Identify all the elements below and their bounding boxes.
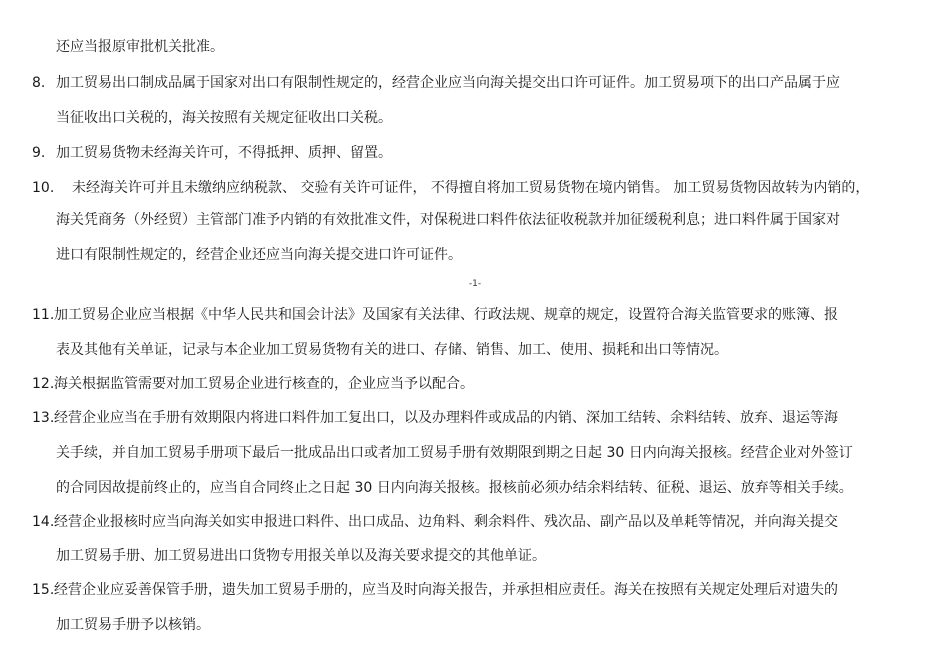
list-item-number: 15. [32, 582, 55, 598]
list-item-number: 13. [32, 410, 55, 426]
list-item-number: 14. [32, 514, 55, 530]
list-item-number: 9. [32, 145, 46, 161]
list-item-text: 经营企业应妥善保管手册，遗失加工贸易手册的，应当及时向海关报告，并承担相应责任。海关在按照有关规定处理后对遗失的 [54, 582, 838, 598]
list-item-text: 进口有限制性规定的，经营企业还应当向海关提交进口许可证件。 [56, 247, 462, 263]
page-number: -1- [468, 279, 482, 289]
list-item-text: 经营企业报核时应当向海关如实申报进口料件、出口成品、边角料、剩余料件、残次品、副产品以及单耗等情况，并向海关提交 [54, 514, 838, 530]
list-item-text: 加工贸易出口制成品属于国家对出口有限制性规定的，经营企业应当向海关提交出口许可证件。加工贸易项下的出口产品属于应 [56, 75, 840, 91]
list-item-text: 的合同因故提前终止的，应当自合同终止之日起 30 日内向海关报核。报核前必须办结余料结转、征税、退运、放弃等相关手续。 [56, 480, 853, 496]
list-item-number: 8. [32, 75, 46, 91]
list-item-text: 当征收出口关税的，海关按照有关规定征收出口关税。 [56, 110, 392, 126]
list-item-text: 还应当报原审批机关批准。 [56, 39, 224, 55]
list-item-number: 10. [32, 180, 55, 196]
list-item-text: 加工贸易企业应当根据《中华人民共和国会计法》及国家有关法律、行政法规、规章的规定，设置符合海关监管要求的账簿、报 [54, 307, 838, 323]
list-item-text: 海关凭商务（外经贸）主管部门准予内销的有效批准文件，对保税进口料件依法征收税款并加征缓税利息；进口料件属于国家对 [56, 212, 840, 228]
list-item-text: 经营企业应当在手册有效期限内将进口料件加工复出口，以及办理料件或成品的内销、深加工结转、余料结转、放弃、退运等海 [54, 410, 838, 426]
list-item-text: 加工贸易手册、加工贸易进出口货物专用报关单以及海关要求提交的其他单证。 [56, 548, 546, 564]
list-item-number: 12. [32, 376, 55, 392]
list-item-text: 海关根据监管需要对加工贸易企业进行核查的，企业应当予以配合。 [54, 376, 474, 392]
list-item-text: 加工贸易手册予以核销。 [56, 617, 210, 633]
list-item-text: 表及其他有关单证，记录与本企业加工贸易货物有关的进口、存储、销售、加工、使用、损耗和出口等情况。 [56, 342, 728, 358]
list-item-text: 未经海关许可并且未缴纳应纳税款、 交验有关许可证件， 不得擅自将加工贸易货物在境内销售。 加工贸易货物因故转为内销的， [72, 180, 870, 196]
list-item-number: 11. [32, 307, 55, 323]
list-item-text: 加工贸易货物未经海关许可，不得抵押、质押、留置。 [56, 145, 392, 161]
list-item-text: 关手续，并自加工贸易手册项下最后一批成品出口或者加工贸易手册有效期限到期之日起 30 日内向海关报核。经营企业对外签订 [56, 445, 853, 461]
